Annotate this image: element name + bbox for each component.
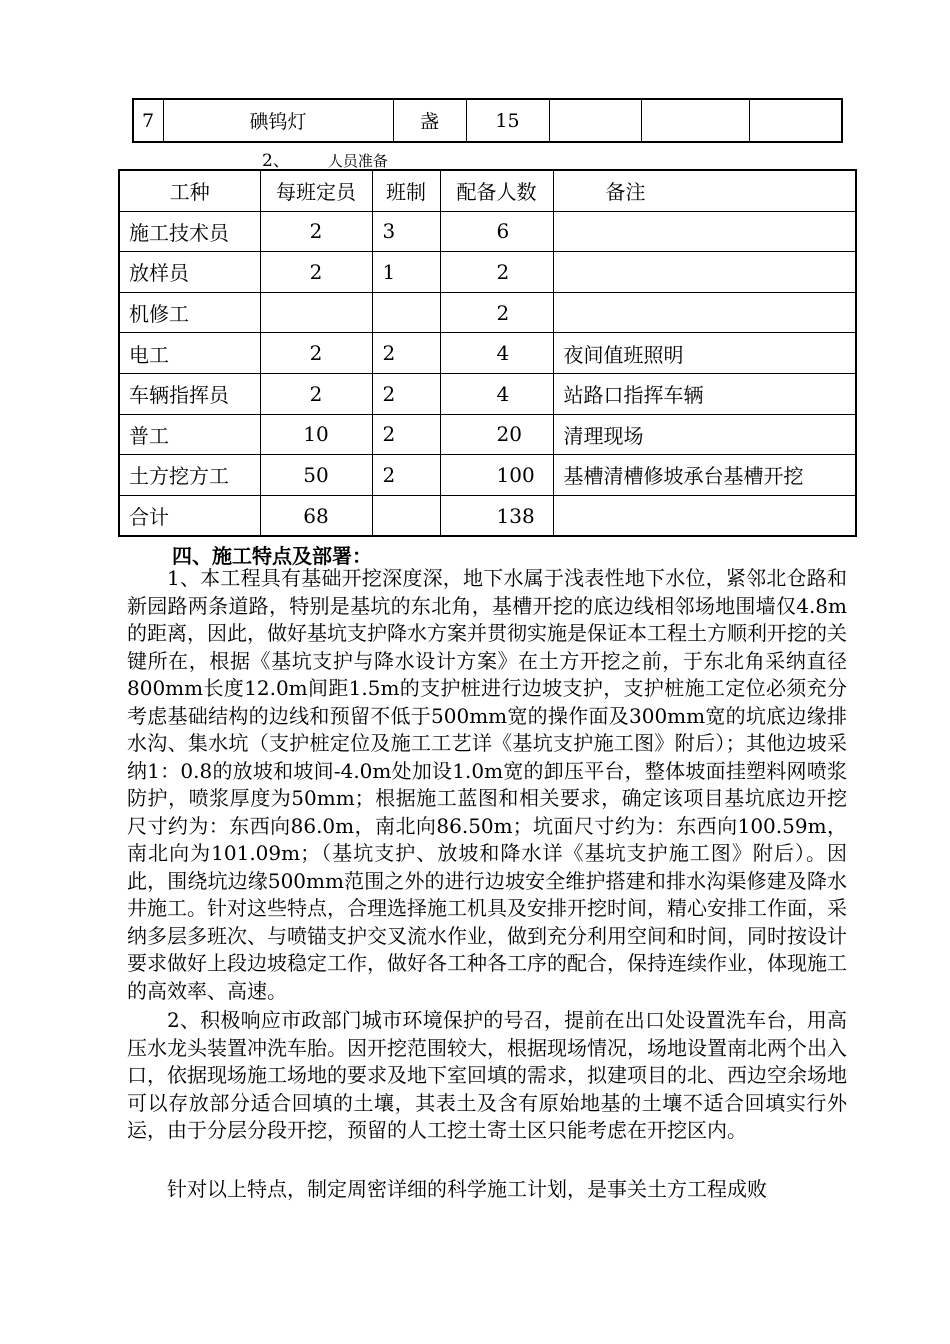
table-cell: 电工 bbox=[119, 333, 260, 374]
table-cell: 2 bbox=[372, 455, 440, 496]
column-header: 配备人数 bbox=[440, 170, 553, 211]
table-cell: 基槽清槽修坡承台基槽开挖 bbox=[553, 455, 856, 496]
table-cell bbox=[372, 292, 440, 333]
column-header: 备注 bbox=[553, 170, 856, 211]
table-row bbox=[119, 211, 856, 252]
table-cell: 50 bbox=[260, 455, 372, 496]
table-cell: 2 bbox=[260, 333, 372, 374]
table-cell: 4 bbox=[440, 373, 553, 414]
table-header-row bbox=[119, 170, 856, 211]
column-header: 每班定员 bbox=[260, 170, 372, 211]
table-row bbox=[119, 373, 856, 414]
table-cell bbox=[260, 292, 372, 333]
table-cell: 2 bbox=[372, 373, 440, 414]
table-cell: 138 bbox=[440, 495, 553, 536]
table-cell bbox=[372, 495, 440, 536]
table-row bbox=[119, 455, 856, 496]
table-cell: 2 bbox=[372, 414, 440, 455]
table-cell: 放样员 bbox=[119, 252, 260, 293]
table-row bbox=[133, 99, 842, 142]
table-row bbox=[119, 292, 856, 333]
table-cell bbox=[553, 252, 856, 293]
equipment-index: 7 bbox=[133, 99, 163, 142]
paragraph: 2、积极响应市政部门城市环境保护的号召，提前在出口处设置洗车台，用高压水龙头装置冲洗车胎。因开挖范围较大，根据现场情况，场地设置南北两个出入口，依据现场施工场地的要求及地下室回填的需求，拟建项目的北、西边空余场地可以存放部分适合回填的土壤，其表土及含有原始地基的土壤不适合回填实行外运，由于分层分段开挖，预留的人工挖土寄土区只能考虑在开挖区内。 bbox=[127, 1008, 847, 1142]
table-cell: 机修工 bbox=[119, 292, 260, 333]
table-cell: 2 bbox=[260, 373, 372, 414]
table-row bbox=[119, 333, 856, 374]
table-cell bbox=[553, 292, 856, 333]
table-cell: 车辆指挥员 bbox=[119, 373, 260, 414]
section-heading: 四、施工特点及部署： bbox=[172, 544, 372, 568]
equipment-cell bbox=[749, 99, 842, 142]
table-cell: 合计 bbox=[119, 495, 260, 536]
table-cell bbox=[553, 211, 856, 252]
table-cell: 2 bbox=[440, 292, 553, 333]
table-cell: 6 bbox=[440, 211, 553, 252]
equipment-table-fragment bbox=[132, 98, 843, 143]
subsection-number: 2、 bbox=[262, 151, 290, 171]
subsection-heading bbox=[262, 146, 388, 171]
paragraph: 1、本工程具有基础开挖深度深，地下水属于浅表性地下水位，紧邻北仓路和新园路两条道路，特别是基坑的东北角，基槽开挖的底边线相邻场地围墙仅4.8m的距离，因此，做好基坑支护降水方案并贯彻实施是保证本工程土方顺利开挖的关键所在，根据《基坑支护与降水设计方案》在土方开挖之前，于东北角采纳直径800mm长度12.0m间距1.5m的支护桩进行边坡支护，支护桩施工定位必须充分考虑基础结构的边线和预留不低于500mm宽的操作面及300mm宽的坑底边缘排水沟、集水坑（支护桩定位及施工工艺详《基坑支护施工图》附后）；其他边坡采纳1：0.8的放坡和坡间-4.0m处加设1.0m宽的卸压平台，整体坡面挂塑料网喷浆防护，喷浆厚度为50mm；根据施工蓝图和相关要求，确定该项目基坑底边开挖尺寸约为：东西向86.0m，南北向86.50m；坑面尺寸约为：东西向100.59m，南北向为101.09m；（基坑支护、放坡和降水详《基坑支护施工图》附后）。因此，围绕坑边缘500mm范围之外的进行边坡安全维护搭建和排水沟渠修建及降水井施工。针对这些特点，合理选择施工机具及安排开挖时间，精心安排工作面，采纳多层多班次、与喷锚支护交叉流水作业，做到充分利用空间和时间，同时按设计要求做好上段边坡稳定工作，做好各工种各工序的配合，保持连续作业，体现施工的高效率、高速。 bbox=[127, 566, 847, 1003]
table-cell: 2 bbox=[260, 211, 372, 252]
equipment-name: 碘钨灯 bbox=[163, 99, 393, 142]
table-cell: 1 bbox=[372, 252, 440, 293]
equipment-unit: 盏 bbox=[393, 99, 466, 142]
equipment-cell bbox=[549, 99, 641, 142]
table-cell: 2 bbox=[372, 333, 440, 374]
equipment-qty: 15 bbox=[466, 99, 549, 142]
table-cell: 2 bbox=[440, 252, 553, 293]
table-cell: 68 bbox=[260, 495, 372, 536]
column-header: 班制 bbox=[372, 170, 440, 211]
paragraph: 针对以上特点，制定周密详细的科学施工计划，是事关土方工程成败 bbox=[167, 1177, 767, 1201]
personnel-table bbox=[118, 169, 857, 537]
table-cell: 清理现场 bbox=[553, 414, 856, 455]
table-cell: 100 bbox=[440, 455, 553, 496]
table-cell: 土方挖方工 bbox=[119, 455, 260, 496]
column-header: 工种 bbox=[119, 170, 260, 211]
table-row bbox=[119, 252, 856, 293]
table-row bbox=[119, 495, 856, 536]
table-cell: 10 bbox=[260, 414, 372, 455]
table-cell: 20 bbox=[440, 414, 553, 455]
subsection-title: 人员准备 bbox=[327, 152, 388, 170]
table-cell: 普工 bbox=[119, 414, 260, 455]
table-cell bbox=[553, 495, 856, 536]
table-cell: 3 bbox=[372, 211, 440, 252]
table-cell: 施工技术员 bbox=[119, 211, 260, 252]
table-row bbox=[119, 414, 856, 455]
table-cell: 夜间值班照明 bbox=[553, 333, 856, 374]
table-cell: 站路口指挥车辆 bbox=[553, 373, 856, 414]
table-cell: 2 bbox=[260, 252, 372, 293]
equipment-cell bbox=[641, 99, 749, 142]
table-cell: 4 bbox=[440, 333, 553, 374]
